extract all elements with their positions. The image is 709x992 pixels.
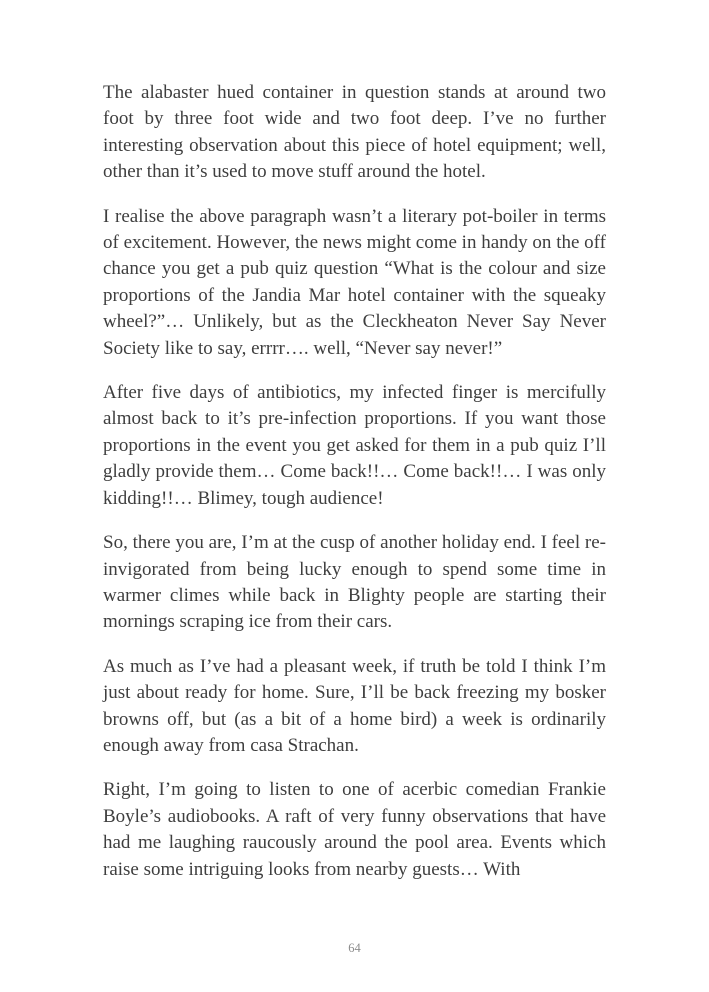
paragraph: I realise the above paragraph wasn’t a literary pot-boiler in terms of excitement. However, the news might come in handy on the off chance you get a pub quiz question “What is the colour and size proportions of the Jandia Mar hotel container with the squeaky wheel?”… Unlikely, but as the Cleckheaton Never Say Never Society like to say, errrr…. well, “Never say never!” (103, 205, 606, 359)
page-number: 64 (348, 941, 361, 955)
paragraph: The alabaster hued container in question stands at around two foot by three foot wide and two foot deep. I’ve no further interesting observation about this piece of hotel equipment; well, other than it’s used to move stuff around the hotel. (103, 82, 606, 183)
paragraph: Right, I’m going to listen to one of acerbic comedian Frankie Boyle’s audiobooks. A raft of very funny observations that have had me laughing raucously around the pool area. Events which raise some intriguing looks from nearby guests… With (103, 779, 606, 880)
paragraph: So, there you are, I’m at the cusp of another holiday end. I feel re-invigorated from being lucky enough to spend some time in warmer climes while back in Blighty people are starting their mornings scraping ice from their cars. (103, 532, 606, 633)
text-block (103, 80, 606, 901)
paragraph: As much as I’ve had a pleasant week, if truth be told I think I’m just about ready for home. Sure, I’ll be back freezing my bosker browns off, but (as a bit of a home bird) a week is ordinarily enough away from casa Strachan. (103, 655, 606, 756)
paragraph: After five days of antibiotics, my infected finger is mercifully almost back to it’s pre-infection proportions. If you want those proportions in the event you get asked for them in a pub quiz I’ll gladly provide them… Come back!!… Come back!!… I was only kidding!!… Blimey, tough audience! (103, 382, 606, 509)
